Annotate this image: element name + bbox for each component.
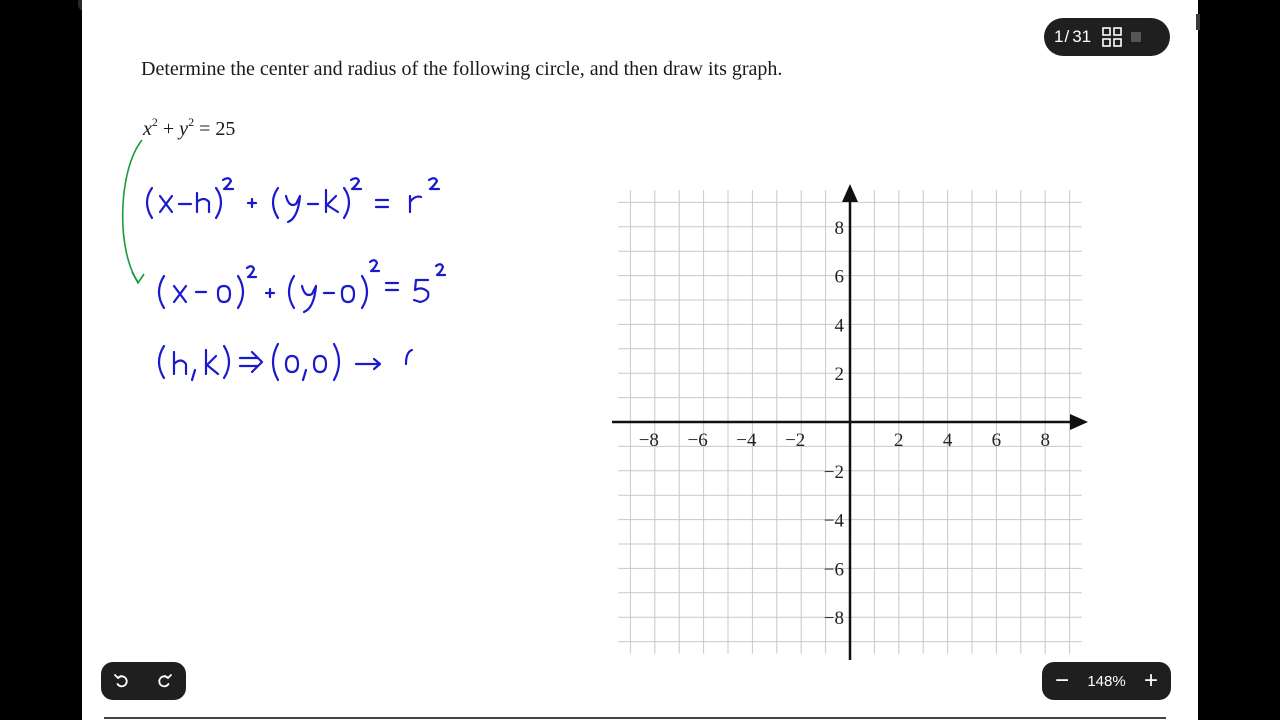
grid-view-icon[interactable]: [1101, 26, 1123, 48]
y-tick-label: 6: [834, 266, 844, 288]
coordinate-grid[interactable]: [606, 178, 1096, 668]
y-tick-label: 2: [834, 364, 844, 386]
eq-y-exp: 2: [188, 115, 195, 129]
eq-y: y: [179, 118, 189, 140]
zoom-level: 148%: [1087, 672, 1126, 690]
handwritten-general-form: [147, 178, 439, 222]
page-total: 31: [1072, 27, 1092, 46]
y-tick-label: −2: [823, 461, 844, 483]
bottom-rule: [104, 717, 1166, 719]
handwritten-center-line: [159, 344, 412, 380]
handwriting-ink: [82, 0, 602, 420]
x-tick-label: 8: [1040, 430, 1050, 451]
page-indicator: [1044, 18, 1170, 56]
page-current: 1: [1054, 27, 1064, 46]
undo-icon: [113, 672, 131, 690]
redo-icon: [155, 672, 173, 690]
x-tick-label: 4: [942, 430, 953, 451]
y-tick-label: 8: [834, 217, 844, 239]
document-page: [82, 0, 1198, 720]
x-tick-label: −4: [736, 430, 757, 451]
x-tick-label: −6: [687, 430, 708, 451]
y-tick-label: −6: [823, 559, 844, 581]
eq-plus: +: [162, 118, 175, 140]
page-separator: /: [1064, 27, 1070, 46]
x-axis-arrowhead-icon: [1070, 414, 1088, 430]
undo-button[interactable]: [101, 662, 143, 700]
history-controls: [101, 662, 186, 700]
x-tick-label: −8: [638, 430, 659, 451]
stop-icon[interactable]: [1131, 32, 1141, 42]
problem-prompt: Determine the center and radius of the following circle, and then draw its graph.: [141, 58, 783, 80]
zoom-in-button[interactable]: +: [1143, 667, 1158, 694]
x-tick-label: 6: [991, 430, 1002, 451]
eq-x-exp: 2: [151, 115, 158, 129]
redo-button[interactable]: [143, 662, 185, 700]
green-arrow-icon: [123, 140, 142, 282]
y-tick-label: 4: [834, 315, 844, 337]
y-tick-label: −8: [823, 608, 844, 630]
zoom-out-button[interactable]: −: [1054, 667, 1069, 694]
eq-equals: = 25: [199, 118, 236, 140]
y-axis-arrowhead-icon: [842, 184, 858, 202]
eq-x: x: [143, 118, 152, 140]
y-tick-label: −4: [823, 510, 844, 532]
x-tick-label: 2: [894, 430, 904, 451]
green-arrowhead-icon: [132, 272, 144, 283]
handwritten-substituted-form: [159, 260, 445, 312]
window-edge-mark: [1196, 14, 1200, 30]
zoom-controls: [1042, 662, 1171, 700]
x-tick-label: −2: [785, 430, 806, 451]
